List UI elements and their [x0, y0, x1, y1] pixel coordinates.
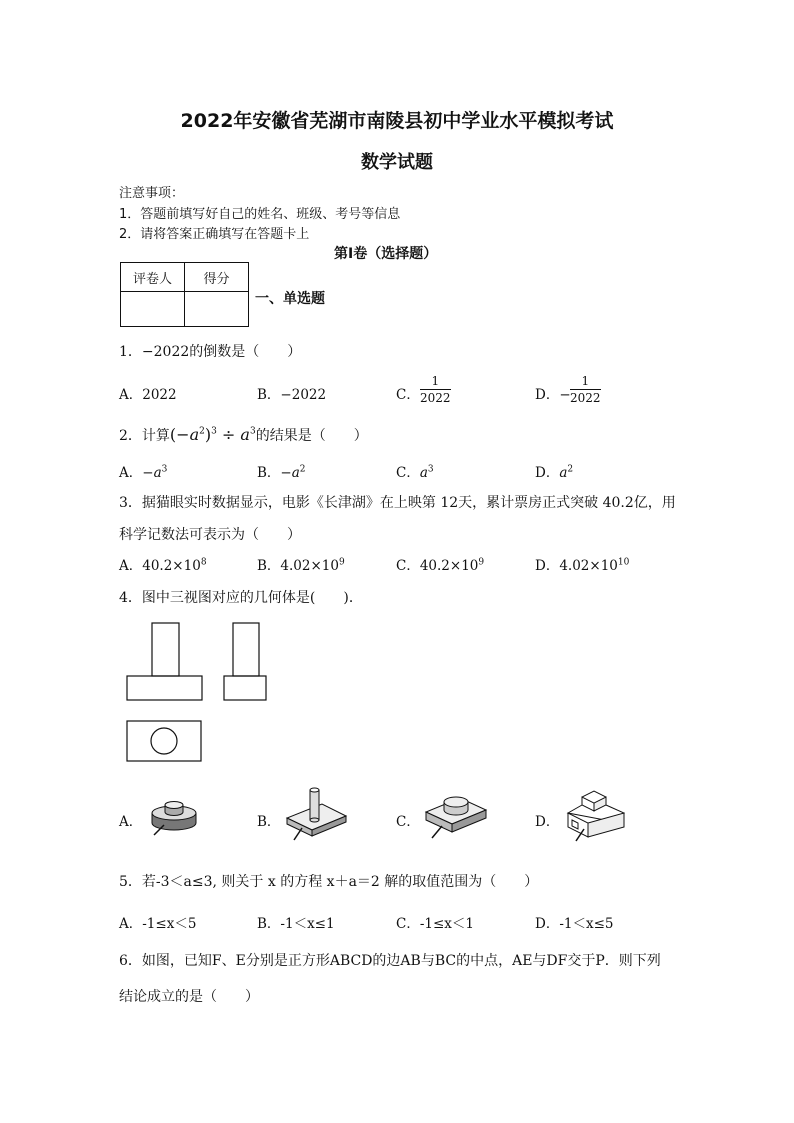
question-1-option-d-fraction [570, 374, 601, 406]
option-a-solid-figure [144, 793, 204, 841]
question-4-option-d: D． [535, 814, 560, 830]
question-4-stem: 4．图中三视图对应的几何体是( )． [119, 590, 363, 606]
question-6-line-1: 6．如图，已知F、E分别是正方形ABCD的边AB与BC的中点，AE与DF交于P．则下列 [119, 953, 661, 969]
question-2-expression: $(-a^2)^3 \div a^3$ [169, 425, 256, 444]
question-5-stem: 5．若-3＜a≤3, 则关于 x 的方程 x＋a＝2 解的取值范围为（ ） [119, 874, 539, 890]
score-table-score-cell [185, 292, 249, 327]
top-view-circle [151, 728, 177, 754]
option-c-solid-figure [420, 790, 492, 842]
question-5-option-b: B．-1＜x≤1 [257, 916, 335, 932]
question-2-option-c: C．$a^3$ [396, 464, 434, 481]
option-d-solid-figure [564, 787, 630, 843]
fraction-numerator: 1 [420, 374, 451, 390]
question-5-option-a: A．-1≤x＜5 [119, 916, 197, 932]
question-2-option-d: D．$a^2$ [535, 464, 574, 481]
volume-title: 第I卷（选择题） [334, 246, 438, 262]
top-view-rect [127, 721, 201, 761]
question-2-stem-post: 的结果是（ ） [255, 428, 368, 444]
fraction-numerator: 1 [570, 374, 601, 390]
question-1-option-c-fraction [420, 374, 451, 406]
question-3-line-2: 科学记数法可表示为（ ） [119, 527, 301, 543]
question-3-option-a: A．$40.2\times 10^8$ [119, 557, 207, 574]
question-3-line-1: 3．据猫眼实时数据显示，电影《长津湖》在上映第 12天，累计票房正式突破 40.2亿，用 [119, 495, 676, 511]
score-table-score-header: 得分 [185, 263, 249, 292]
exam-title: 2022年安徽省芜湖市南陵县初中学业水平模拟考试 [180, 110, 614, 132]
question-4-option-c: C． [396, 814, 420, 830]
question-4-option-b: B． [257, 814, 281, 830]
side-view-column [233, 623, 259, 676]
question-5-option-d: D．-1＜x≤5 [535, 916, 614, 932]
question-4-option-a: A． [119, 814, 143, 830]
fraction-denominator: 2022 [570, 391, 601, 405]
three-view-drawing [120, 615, 280, 770]
question-5-option-c: C．-1≤x＜1 [396, 916, 474, 932]
notice-heading: 注意事项： [119, 186, 185, 201]
question-2-stem [119, 425, 368, 445]
question-1-option-b: B．−2022 [257, 387, 327, 403]
question-2-option-b: B．$-a^2$ [257, 464, 306, 481]
option-b-solid-figure [282, 782, 352, 844]
score-table-grader-header: 评卷人 [121, 263, 185, 292]
score-table [120, 262, 249, 327]
notice-item: 2．请将答案正确填写在答题卡上 [119, 227, 310, 242]
score-table-grader-cell [121, 292, 185, 327]
question-1-option-c-label: C． [396, 387, 420, 403]
notice-item: 1．答题前填写好自己的姓名、班级、考号等信息 [119, 207, 401, 222]
question-2-stem-pre: 2．计算 [119, 428, 170, 444]
front-view-column [152, 623, 179, 676]
side-view-base [224, 676, 266, 700]
question-2-option-a: A．$-a^3$ [119, 464, 168, 481]
question-1-option-d-label: D．− [535, 387, 571, 403]
front-view-base [127, 676, 202, 700]
fraction-denominator: 2022 [420, 391, 451, 405]
question-3-option-c: C．$40.2\times 10^9$ [396, 557, 485, 574]
exam-subtitle: 数学试题 [361, 152, 433, 173]
question-3-option-b: B．$4.02\times 10^9$ [257, 557, 345, 574]
question-1-option-a: A．2022 [119, 387, 177, 403]
question-6-line-2: 结论成立的是（ ） [119, 989, 259, 1005]
section-title: 一、单选题 [255, 291, 325, 307]
question-1-stem: 1．−2022的倒数是（ ） [119, 344, 302, 360]
question-3-option-d: D．$4.02\times 10^{10}$ [535, 557, 630, 574]
